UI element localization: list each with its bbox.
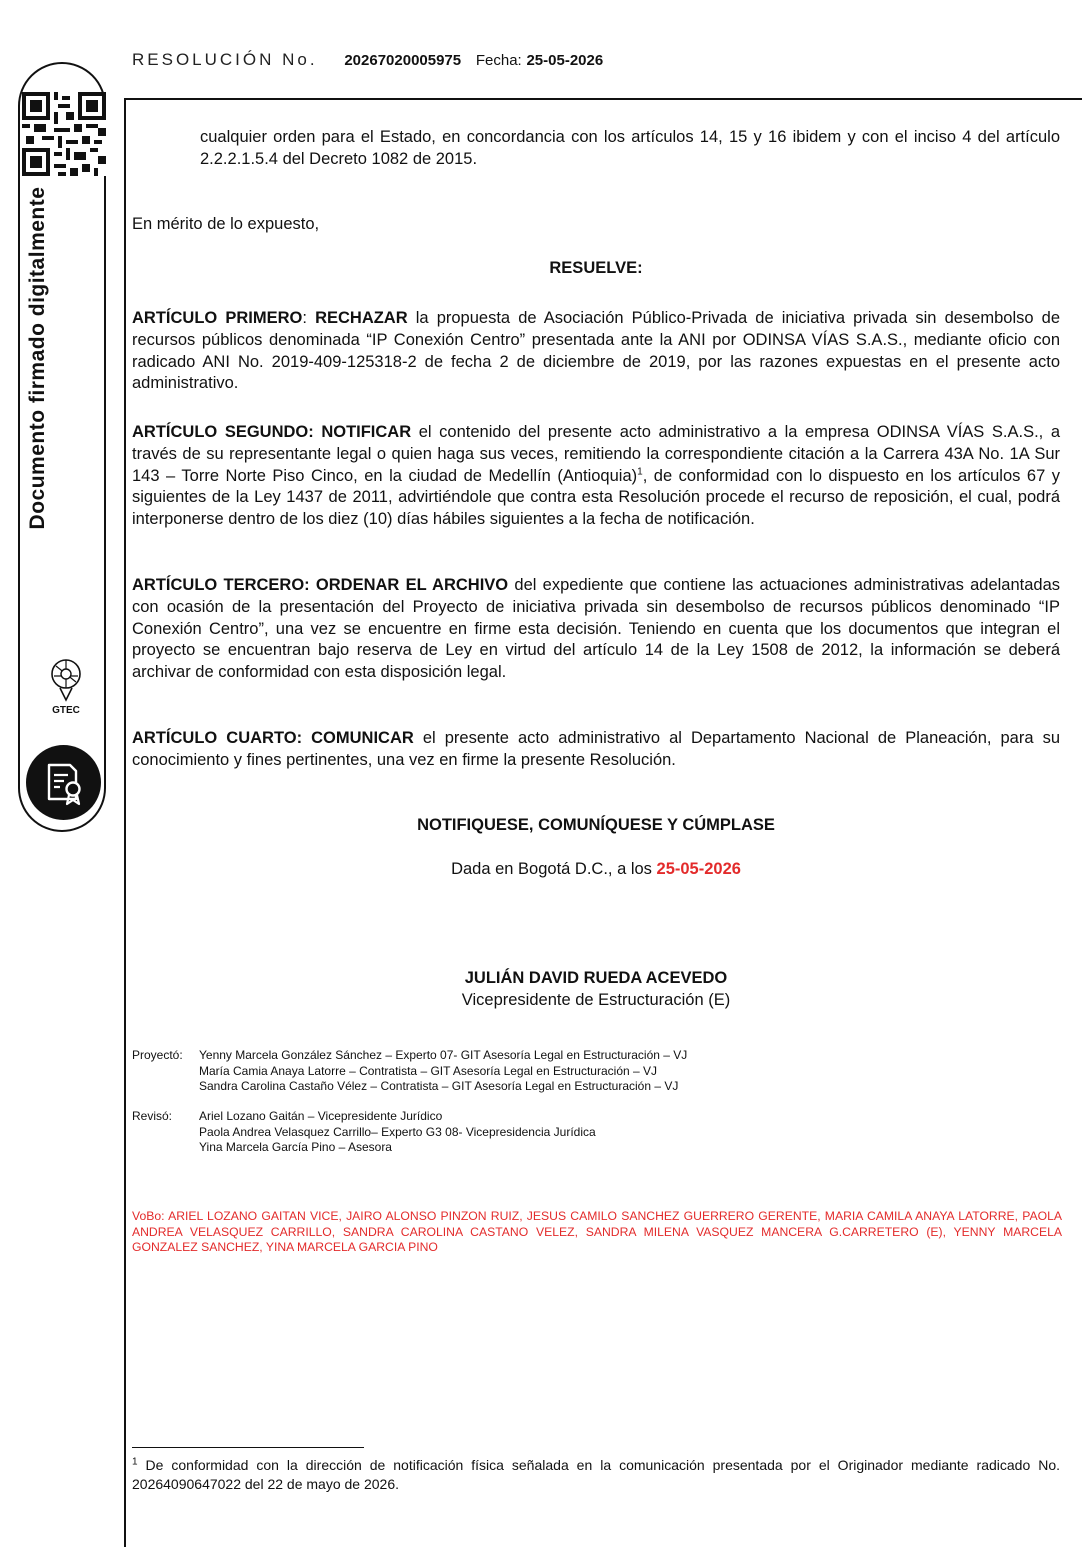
article-2-text-a: el contenido del presente acto administrativo a la empresa ODINSA VÍAS S.A.S., a través de su representante legal o quien haga sus veces, remitiendo la correspondiente citación a la Carrera 43A No. 1A Sur 143 – Torre Norte Piso Cinco, en la ciudad de Medellín (Antioquia) [132,423,1060,485]
article-1-verb: RECHAZAR [315,309,408,327]
certificate-seal-badge [26,745,101,820]
reviso-item: Yina Marcela García Pino – Asesora [199,1140,392,1155]
certificate-document-icon [26,745,101,820]
gtec-logo-icon [46,650,86,712]
fecha-value: 25-05-2026 [526,52,604,69]
article-3-heading: ARTÍCULO TERCERO: ORDENAR EL ARCHIVO [132,576,509,594]
vobo-names: ARIEL LOZANO GAITAN VICE, JAIRO ALONSO PINZON RUIZ, JESUS CAMILO SANCHEZ GUERRERO GERENTE, MARIA CAMILA ANAYA LATORRE, PAOLA ANDREA VELASQUEZ CARRILLO, SANDRA CAROLINA CASTANO VELEZ, SANDRA MILENA VASQUEZ MANCERA G.CARRETERO (E), YENNY MARCELA GONZALEZ SANCHEZ, YINA MARCELA GARCIA PINO [132,1209,1062,1255]
dada-prefix: Dada en Bogotá D.C., a los [451,860,657,878]
resolution-header [132,50,603,70]
article-1-sep: : [302,309,316,327]
article-3 [132,575,1060,684]
fecha-label: Fecha: [475,52,522,69]
resuelve-heading: RESUELVE: [549,259,643,277]
footnote-separator [132,1447,364,1448]
article-2-text-b: , de conformidad con lo dispuesto en los artículos 67 y siguientes de la Ley 1437 de 2011, advirtiéndole que contra esta Resolución procede el recurso de reposición, el cual, podrá interponerse dentro de los diez (10) días hábiles siguientes a la fecha de notificación. [132,466,1060,529]
article-1-text: la propuesta de Asociación Público-Privada de iniciativa privada sin desembolso de recursos públicos denominada “IP Conexión Centro” presentada ante la ANI por ODINSA VÍAS S.A.S., mediante oficio con radicado ANI No. 2019-409-125318-2 de fecha 2 de diciembre de 2019, por las razones expuestas en el presente acto administrativo. [132,309,1060,393]
proyecto-item: Sandra Carolina Castaño Vélez – Contratista – GIT Asesoría Legal en Estructuración – VJ [199,1079,679,1094]
article-3-text: del expediente que contiene las actuaciones administrativas adelantadas con ocasión de la presentación del Proyecto de iniciativa privada sin desembolso de recursos públicos denominado “IP Conexión Centro”, una vez se encuentre en firme esta decisión. Teniendo en cuenta que los documentos que integran el proyecto se encuentran bajo reserva de Ley en virtud del artículo 14 de la Ley 1508 de 2012, la información se deberá archivar de conformidad con esta disposición legal. [132,576,1060,682]
article-1-heading: ARTÍCULO PRIMERO [132,309,303,327]
gtec-logo-label: GTEC [52,705,80,716]
merito-line: En mérito de lo expuesto, [132,215,320,233]
vobo-label: VoBo: [132,1209,165,1223]
proyecto-item: Yenny Marcela González Sánchez – Experto 07- GIT Asesoría Legal en Estructuración – VJ [199,1048,688,1062]
frame-left-rule [124,98,126,1547]
signer-role: Vicepresidente de Estructuración (E) [461,991,731,1009]
resolution-number: 20267020005975 [344,52,462,69]
footnote-reference[interactable]: 1 [637,466,643,478]
dada-en-line [132,859,1060,881]
proyecto-item: María Camia Anaya Latorre – Contratista – GIT Asesoría Legal en Estructuración – VJ [199,1063,658,1078]
reviso-list [199,1109,1059,1156]
article-2 [132,422,1060,531]
frame-top-rule [124,98,1082,100]
closing-formula: NOTIFIQUESE, COMUNÍQUESE Y CÚMPLASE [417,816,775,834]
reviso-item: Paola Andrea Velasquez Carrillo– Experto G3 08- Vicepresidencia Jurídica [199,1124,596,1139]
signer-name: JULIÁN DAVID RUEDA ACEVEDO [464,969,728,987]
reviso-label: Revisó: [132,1109,173,1123]
vobo-block [132,1209,1062,1256]
footnote-mark: 1 [132,1456,138,1468]
proyecto-list [199,1048,1059,1095]
article-4-heading: ARTÍCULO CUARTO: COMUNICAR [132,729,414,747]
continuation-paragraph: cualquier orden para el Estado, en concordancia con los artículos 14, 15 y 16 ibidem y con el inciso 4 del artículo 2.2.2.1.5.4 del Decreto 1082 de 2015. [200,128,1060,168]
digital-signature-label: Documento firmado digitalmente [26,186,49,530]
reviso-item: Ariel Lozano Gaitán – Vicepresidente Jurídico [199,1109,443,1123]
proyecto-label: Proyectó: [132,1048,183,1062]
resolution-label: RESOLUCIÓN No. [132,50,318,69]
dada-date: 25-05-2026 [656,860,741,878]
footnote-text: De conformidad con la dirección de notificación física señalada en la comunicación presentada por el Originador mediante radicado No. 20264090647022 del 22 de mayo de 2026. [132,1457,1060,1492]
article-4-text: el presente acto administrativo al Departamento Nacional de Planeación, para su conocimiento y fines pertinentes, una vez en firme la presente Resolución. [132,729,1061,769]
article-2-heading: ARTÍCULO SEGUNDO: NOTIFICAR [132,423,412,441]
article-4 [132,728,1060,772]
footnote [132,1456,1060,1494]
article-1 [132,308,1060,395]
